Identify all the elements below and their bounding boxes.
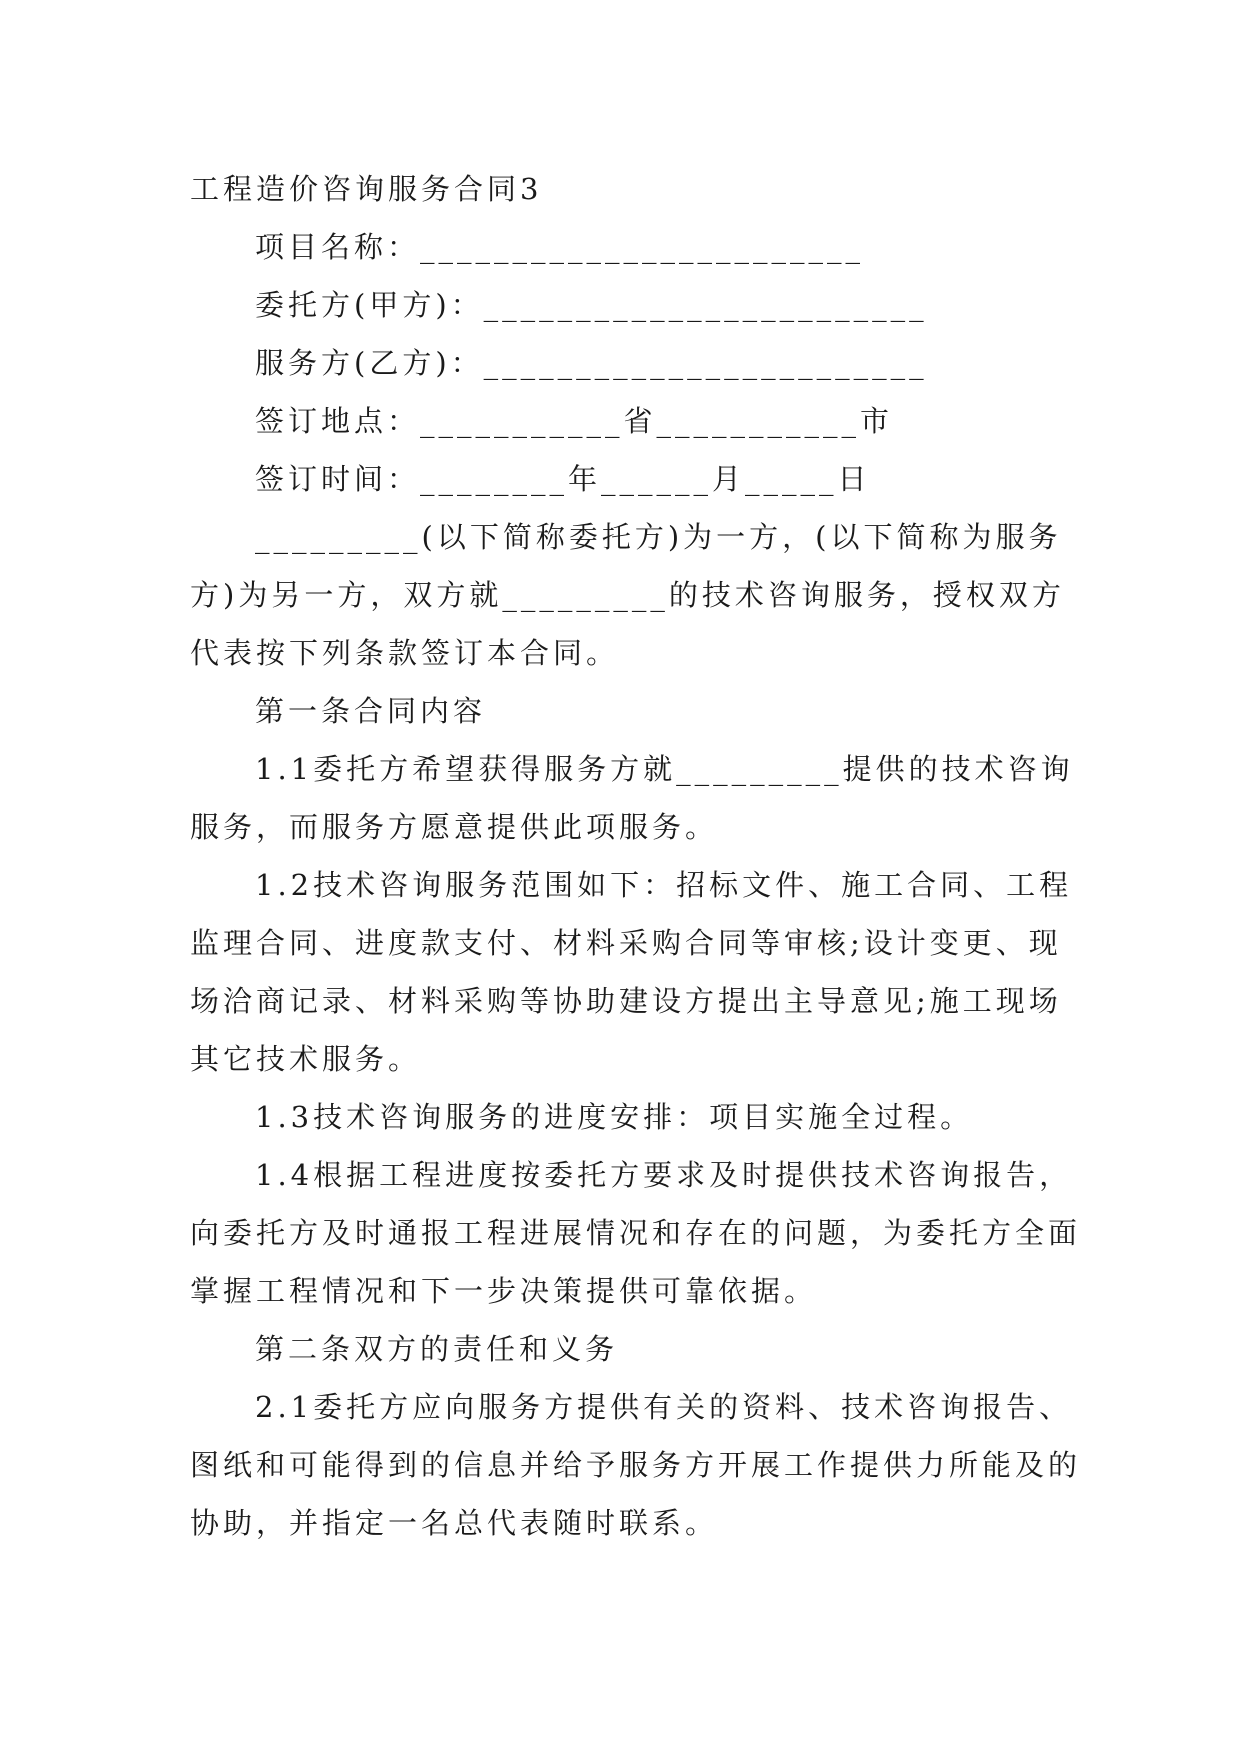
project-name-field: 项目名称：________________________ [255,230,865,264]
clause-1-4: 1.4根据工程进度按委托方要求及时提供技术咨询报告，向委托方及时通报工程进展情况和存在的问题，为委托方全面掌握工程情况和下一步决策提供可靠依据。 [190,1158,1082,1308]
provider-field: 服务方(乙方)：________________________ [255,346,928,380]
signing-time-field: 签订时间：________年______月_____日 [255,462,871,496]
article-1-heading: 第一条合同内容 [255,694,487,728]
intro-paragraph: _________(以下简称委托方)为一方，(以下简称为服务方)为另一方，双方就_________的技术咨询服务，授权双方代表按下列条款签订本合同。 [190,520,1065,670]
signing-place-field: 签订地点：___________省___________市 [255,404,894,438]
clause-1-3: 1.3技术咨询服务的进度安排：项目实施全过程。 [255,1100,974,1134]
client-field: 委托方(甲方)：________________________ [255,288,928,322]
contract-page [190,160,1090,1552]
article-2-heading: 第二条双方的责任和义务 [255,1332,619,1366]
clause-2-1: 2.1委托方应向服务方提供有关的资料、技术咨询报告、图纸和可能得到的信息并给予服务方开展工作提供力所能及的协助，并指定一名总代表随时联系。 [190,1390,1082,1540]
clause-1-1: 1.1委托方希望获得服务方就_________提供的技术咨询服务，而服务方愿意提供此项服务。 [190,752,1074,844]
clause-1-2: 1.2技术咨询服务范围如下：招标文件、施工合同、工程监理合同、进度款支付、材料采购合同等审核;设计变更、现场洽商记录、材料采购等协助建设方提出主导意见;施工现场其它技术服务。 [190,868,1073,1076]
document-title: 工程造价咨询服务合同3 [190,172,543,206]
